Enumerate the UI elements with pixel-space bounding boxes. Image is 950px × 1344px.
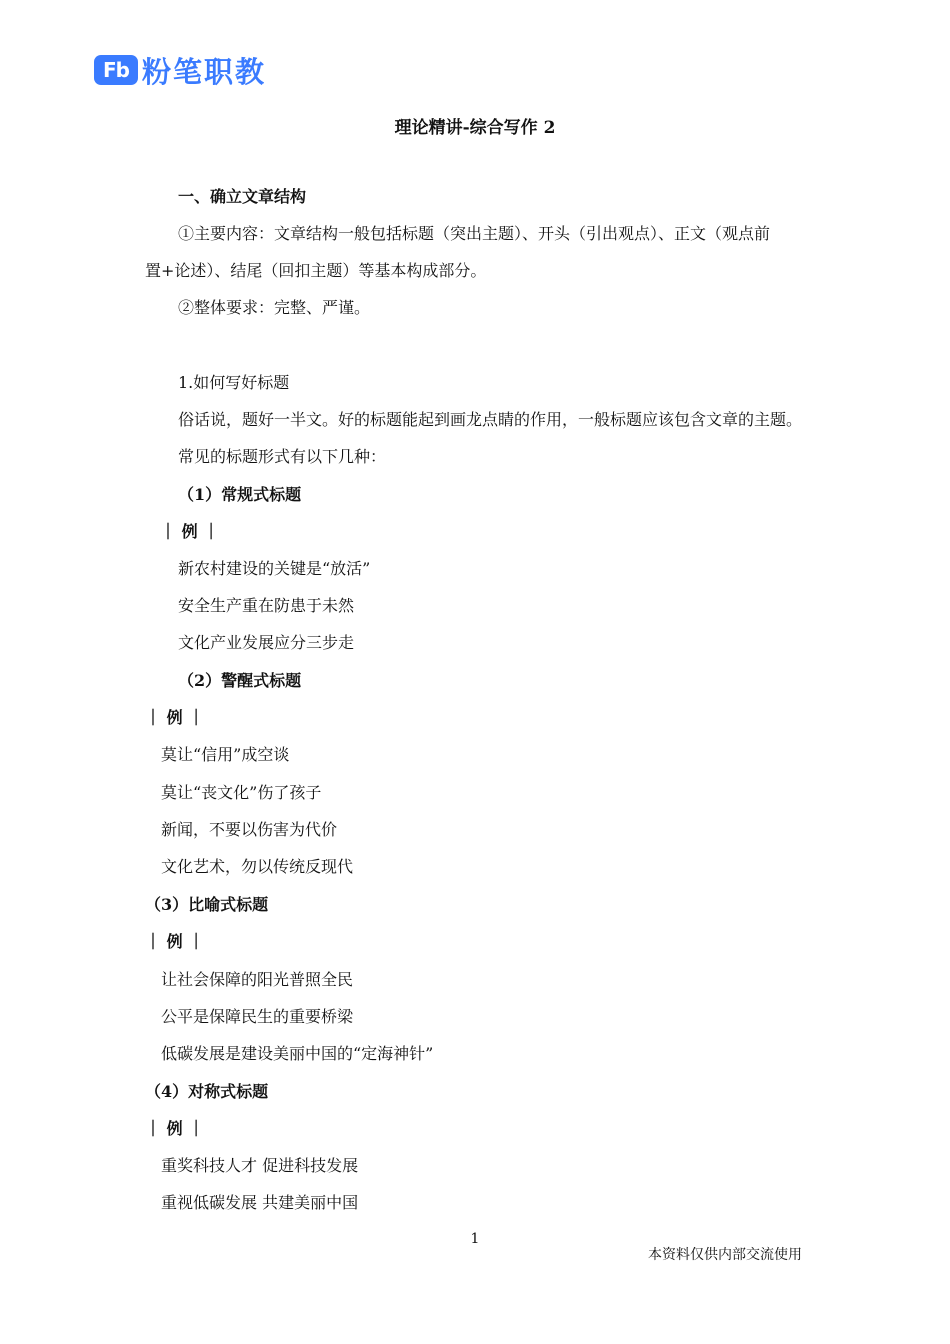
example-item: 莫让“信用”成空谈 (161, 745, 290, 764)
type-heading: （2）警醒式标题 (178, 671, 302, 690)
paragraph: 俗话说，题好一半文。好的标题能起到画龙点睛的作用，一般标题应该包含文章的主题。 (178, 410, 803, 429)
paragraph: ②整体要求：完整、严谨。 (178, 298, 371, 317)
type-heading: （4）对称式标题 (145, 1082, 269, 1101)
brand-logo (94, 52, 266, 88)
example-item: 文化产业发展应分三步走 (178, 633, 355, 652)
example-label: ｜ 例 ｜ (145, 1119, 205, 1138)
page-number: 1 (470, 1231, 480, 1247)
section-heading: 一、确立文章结构 (178, 187, 307, 206)
example-item: 莫让“丧文化”伤了孩子 (161, 783, 322, 802)
logo-mark-icon: Fb (94, 55, 138, 85)
logo-text: 粉笔职教 (142, 54, 267, 89)
subsection-heading: 1.如何写好标题 (178, 373, 290, 392)
paragraph-line: 置+论述）、结尾（回扣主题）等基本构成部分。 (145, 261, 487, 280)
type-heading: （1）常规式标题 (178, 485, 302, 504)
example-item: 让社会保障的阳光普照全民 (161, 970, 354, 989)
example-item: 新闻，不要以伤害为代价 (161, 820, 338, 839)
paragraph: 常见的标题形式有以下几种： (178, 447, 387, 466)
example-item: 重视低碳发展 共建美丽中国 (161, 1193, 359, 1212)
paragraph-line: ①主要内容：文章结构一般包括标题（突出主题）、开头（引出观点）、正文（观点前 (178, 224, 771, 243)
example-item: 文化艺术，勿以传统反现代 (161, 857, 354, 876)
example-label: ｜ 例 ｜ (145, 932, 205, 951)
example-item: 公平是保障民生的重要桥梁 (161, 1007, 354, 1026)
example-item: 安全生产重在防患于未然 (178, 596, 355, 615)
document-title: 理论精讲-综合写作 2 (394, 118, 556, 138)
example-item: 新农村建设的关键是“放活” (178, 559, 371, 578)
example-item: 低碳发展是建设美丽中国的“定海神针” (161, 1044, 434, 1063)
type-heading: （3）比喻式标题 (145, 895, 269, 914)
example-label: ｜ 例 ｜ (145, 708, 205, 727)
footer-note: 本资料仅供内部交流使用 (648, 1247, 802, 1263)
example-item: 重奖科技人才 促进科技发展 (161, 1156, 359, 1175)
example-label: ｜ 例 ｜ (160, 522, 220, 541)
